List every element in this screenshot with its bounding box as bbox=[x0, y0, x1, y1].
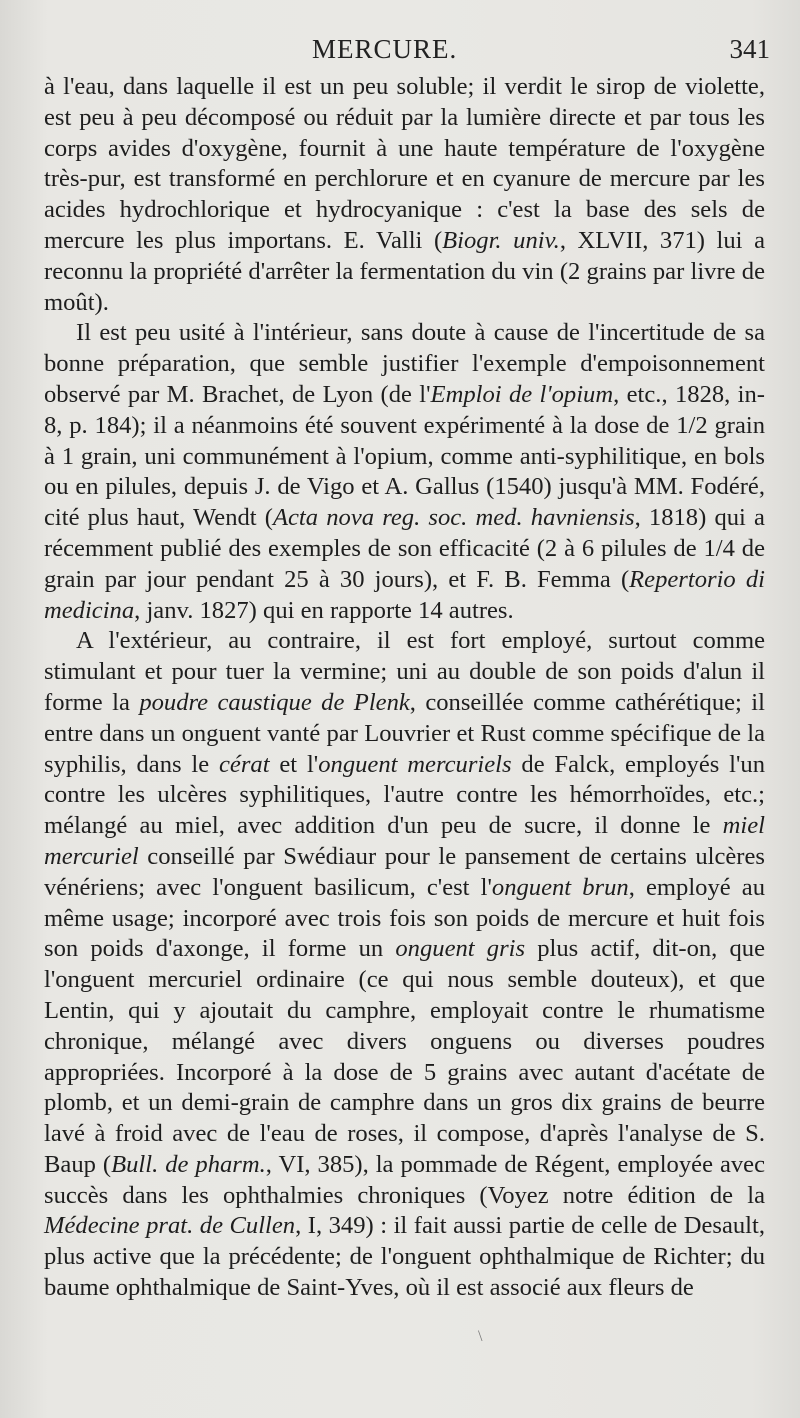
text-run: , VI, 385), la pommade de Régent, employée avec succès dans les ophthalmies chroniques (Voyez notre édition de la bbox=[44, 1150, 765, 1209]
text-run: , employé au même usage; incorporé avec trois fois son poids de mercure et huit fois son poids d'axonge, il forme un bbox=[44, 873, 765, 963]
italic-citation: miel mercuriel bbox=[44, 812, 765, 870]
text-run: de Falck, employés l'un contre les ulcères syphilitiques, l'autre contre les hémorrhoïdes, etc.; mélangé au miel, avec addition d'un peu de sucre, il donne le bbox=[44, 750, 765, 840]
italic-citation: Acta nova reg. soc. med. havniensis bbox=[272, 504, 635, 532]
text-run: à l'eau, dans laquelle il est un peu soluble; il verdit le sirop de violette, est peu à peu décomposé ou réduit par la lumière directe et par tous les corps avides d'oxygène, fournit à une haute température de l'oxygène très-pur, est transformé en perchlorure et en cyanure de mercure par les acides hydrochlorique et hydrocyanique : c'est la base des sels de mercure les plus importans. E. Valli ( bbox=[44, 73, 765, 254]
italic-citation: Repertorio di medicina bbox=[44, 565, 765, 624]
print-speck: \ bbox=[478, 1328, 483, 1345]
text-run: , XLVII, 371) lui a reconnu la propriété d'arrêter la fermentation du vin (2 grains par livre de moût). bbox=[44, 226, 765, 316]
text-run: et l' bbox=[269, 750, 319, 778]
italic-citation: onguent gris bbox=[395, 935, 526, 963]
running-head: MERCURE. bbox=[312, 34, 458, 64]
page-number: 341 bbox=[729, 34, 770, 64]
page-header bbox=[44, 34, 770, 70]
italic-citation: Biogr. univ. bbox=[442, 226, 560, 254]
text-run: conseillé par Swédiaur pour le pansement de certains ulcères vénériens; avec l'onguent basilicum, c'est l' bbox=[44, 842, 765, 901]
text-run: A l'extérieur, au contraire, il est fort employé, surtout comme stimulant et pour tuer la vermine; uni au double de son poids d'alun il forme la bbox=[44, 627, 765, 716]
text-run: , conseillée comme cathérétique; il entre dans un onguent vanté par Louvrier et Rust comme spécifique de la syphilis, dans le bbox=[44, 688, 765, 778]
text-run: Il est peu usité à l'intérieur, sans doute à cause de l'incertitude de sa bonne préparation, que semble justifier l'exemple d'empoisonnement observé par M. Brachet, de Lyon (de l' bbox=[44, 319, 765, 408]
italic-citation: poudre caustique de Plenk bbox=[139, 688, 410, 716]
paragraph bbox=[44, 626, 765, 1304]
italic-citation: onguent brun bbox=[491, 873, 629, 901]
italic-citation: Bull. de pharm. bbox=[111, 1150, 266, 1178]
italic-citation: Médecine prat. de Cullen bbox=[44, 1212, 296, 1240]
text-run: , etc., 1828, in-8, p. 184); il a néanmoins été souvent expérimenté à la dose de 1/2 grain à 1 grain, uni communément à l'opium, comme anti-syphilitique, en bols ou en pilules, depuis J. de Vigo et A. Gallus (1540) jusqu'à MM. Fodéré, cité plus haut, Wendt ( bbox=[44, 380, 765, 532]
text-run: , janv. 1827) qui en rapporte 14 autres. bbox=[134, 596, 514, 624]
text-run: plus actif, dit-on, que l'onguent mercuriel ordinaire (ce qui nous semble douteux), et que Lentin, qui y ajoutait du camphre, employait contre le rhumatisme chronique, mélangé avec divers onguens ou diverses poudres appropriées. Incorporé à la dose de 5 grains avec autant d'acétate de plomb, et un demi-grain de camphre dans un gros dix grains de beurre lavé à froid avec de l'eau de roses, il compose, d'après l'analyse de S. Baup ( bbox=[44, 935, 765, 1178]
body-text bbox=[44, 72, 765, 1304]
italic-citation: onguent mercuriels bbox=[318, 750, 512, 778]
paragraph bbox=[44, 72, 765, 318]
italic-citation: cérat bbox=[219, 750, 270, 778]
italic-citation: Emploi de l'opium bbox=[430, 380, 614, 408]
text-run: , I, 349) : il fait aussi partie de celle de Desault, plus active que la précédente; de l'onguent ophthalmique de Richter; du baume ophthalmique de Saint-Yves, où il est associé aux fleurs de bbox=[44, 1212, 765, 1302]
paragraph bbox=[44, 318, 765, 626]
text-run: , 1818) qui a récemment publié des exemples de son efficacité (2 à 6 pilules de 1/4 de grain par jour pendant 25 à 30 jours), et F. B. Femma ( bbox=[44, 504, 765, 593]
